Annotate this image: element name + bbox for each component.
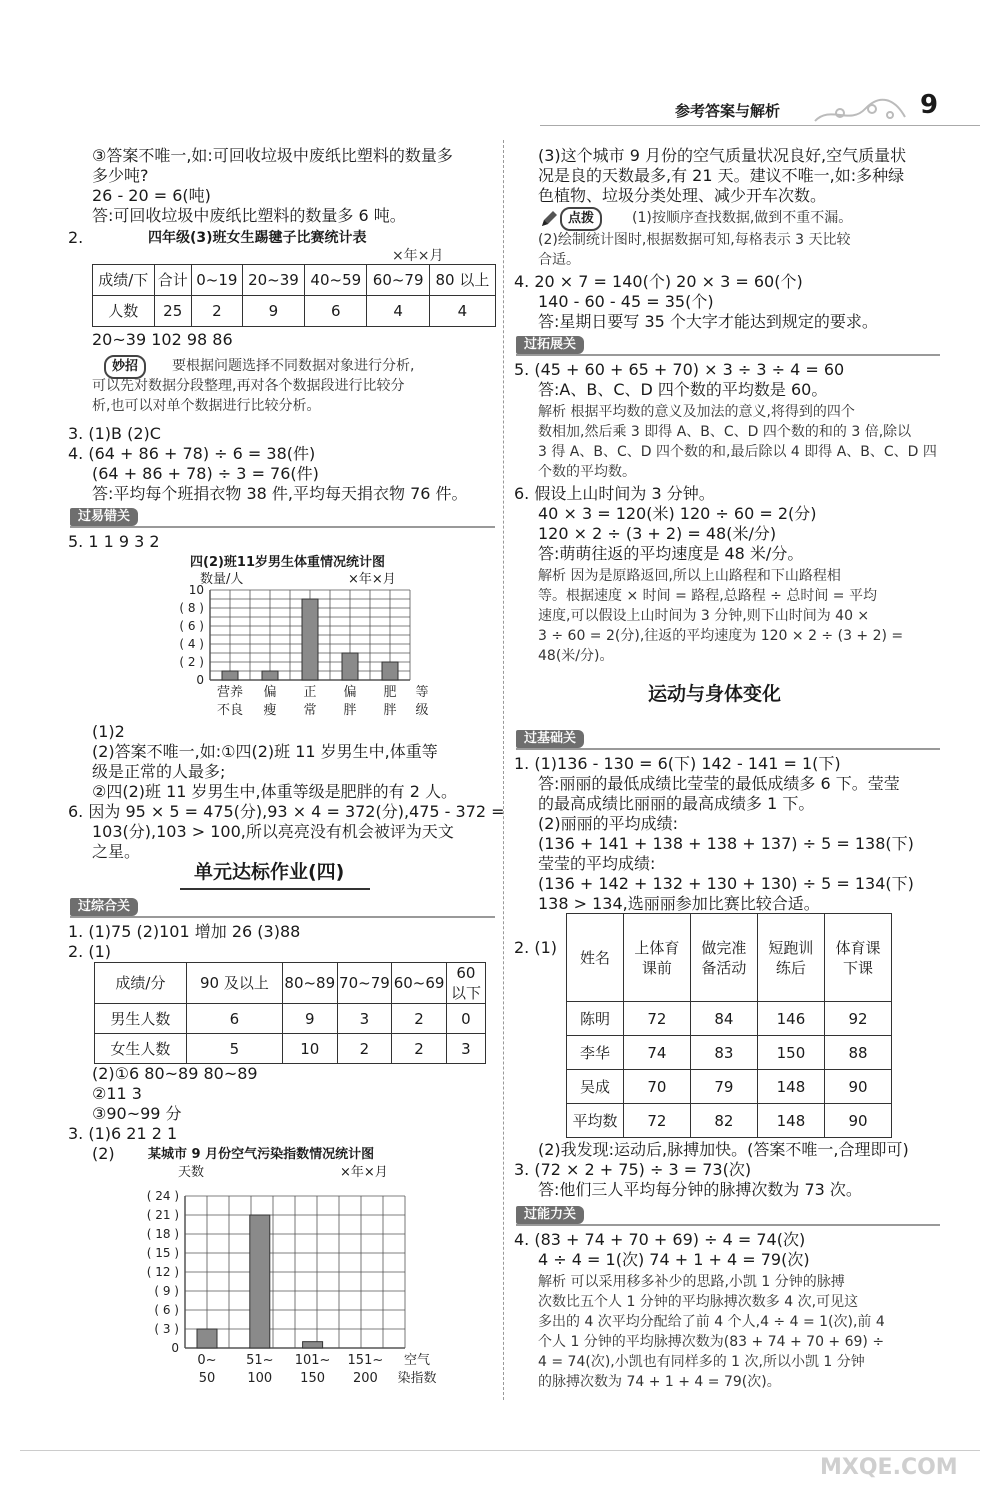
hint-text: (1)按顺序查找数据,做到不重不漏。 bbox=[632, 210, 853, 226]
x-axis-label: 级 bbox=[415, 703, 429, 718]
chart-date: ×年×月 bbox=[340, 1165, 388, 1180]
text-line: (2)①6 80~89 80~89 bbox=[92, 1064, 258, 1083]
analysis-text: 速度,可以假设上山时间为 3 分钟,则下山时间为 40 × bbox=[538, 608, 870, 624]
x-tick-label: 偏 bbox=[263, 685, 277, 700]
analysis-text: 数相加,然后乘 3 即得 A、B、C、D 四个数的和的 3 倍,除以 bbox=[538, 424, 912, 440]
table-cell: 25 bbox=[154, 296, 191, 327]
air-pollution-bar-chart bbox=[130, 1178, 460, 1392]
table-cell: 79 bbox=[690, 1070, 757, 1104]
section-underline bbox=[180, 888, 370, 890]
table-header-cell: 40~59 bbox=[305, 265, 367, 296]
table-cell: 10 bbox=[282, 1034, 337, 1064]
x-tick-label: 正 bbox=[303, 685, 317, 700]
analysis-text: 3 ÷ 60 = 2(分),往返的平均速度为 120 × 2 ÷ (3 + 2) = bbox=[538, 628, 904, 644]
text-line: 103(分),103 > 100,所以亮亮没有机会被评为天文 bbox=[92, 822, 454, 841]
text-line: 答:他们三人平均每分钟的脉搏次数为 73 次。 bbox=[538, 1180, 862, 1199]
text-line: 答:萌萌往返的平均速度是 48 米/分。 bbox=[538, 544, 804, 563]
tip-text: 可以先对数据分段整理,再对各个数据段进行比较分 bbox=[92, 378, 405, 394]
table-cell: 4 bbox=[429, 296, 495, 327]
text-line: (3)这个城市 9 月份的空气质量状况良好,空气质量状 bbox=[538, 146, 907, 165]
table-cell: 2 bbox=[392, 1004, 447, 1034]
chart-bar bbox=[250, 1215, 270, 1348]
y-tick-label: ( 21 ) bbox=[146, 1208, 179, 1222]
chart-bar bbox=[303, 1342, 323, 1348]
chart-bar bbox=[302, 599, 318, 680]
analysis-text: 个人 1 分钟的平均脉搏次数为(83 + 74 + 70 + 69) ÷ bbox=[538, 1334, 885, 1350]
text-line: 3. (1)6 21 2 1 bbox=[68, 1124, 178, 1143]
chart-bar bbox=[342, 653, 358, 680]
analysis-text: 等。根据速度 × 时间 = 路程,总路程 ÷ 总时间 = 平均 bbox=[538, 588, 877, 604]
table-cell: 148 bbox=[757, 1070, 824, 1104]
table-cell: 84 bbox=[690, 1002, 757, 1036]
y-tick-label: 0 bbox=[171, 1341, 179, 1355]
text-line: 1. (1)75 (2)101 增加 26 (3)88 bbox=[68, 922, 301, 941]
x-axis-label: 空气 bbox=[403, 1353, 431, 1368]
table-cell: 3 bbox=[337, 1004, 392, 1034]
y-tick-label: 10 bbox=[188, 583, 204, 597]
text-line: (1)2 bbox=[92, 722, 125, 741]
table-cell: 72 bbox=[623, 1104, 690, 1138]
text-line: 40 × 3 = 120(米) 120 ÷ 60 = 2(分) bbox=[538, 504, 817, 523]
analysis-text: 的脉搏次数为 74 + 1 + 4 = 79(次)。 bbox=[538, 1374, 781, 1390]
table-cell: 5 bbox=[186, 1034, 282, 1064]
chart-bar bbox=[382, 662, 398, 680]
text-line: 之星。 bbox=[92, 842, 141, 861]
decorative-doodle-icon bbox=[810, 95, 910, 132]
table-cell: 男生人数 bbox=[95, 1004, 187, 1034]
table-header-cell: 上体育课前 bbox=[623, 914, 690, 1002]
table-header-cell: 60~69 bbox=[392, 963, 447, 1004]
table-cell: 9 bbox=[282, 1004, 337, 1034]
table-cell: 90 bbox=[824, 1104, 891, 1138]
text-line: 2. (1) bbox=[68, 942, 112, 961]
section-title: 单元达标作业(四) bbox=[194, 861, 345, 883]
y-tick-label: ( 18 ) bbox=[146, 1227, 179, 1241]
table-title: 四年级(3)班女生踢毽子比赛统计表 bbox=[148, 230, 367, 246]
table-header-cell: 做完准备活动 bbox=[690, 914, 757, 1002]
x-axis-label: 等 bbox=[415, 685, 429, 700]
analysis-text: 次数比五个人 1 分钟的平均脉搏次数多 4 次,可见这 bbox=[538, 1294, 859, 1310]
table-header-row bbox=[93, 265, 496, 296]
y-tick-label: ( 4 ) bbox=[179, 637, 204, 651]
table-header-row bbox=[567, 914, 892, 1002]
x-tick-label: 151~ bbox=[347, 1353, 384, 1368]
pulse-table bbox=[566, 913, 892, 1138]
table-header-cell: 合计 bbox=[154, 265, 191, 296]
x-tick-label: 200 bbox=[352, 1371, 378, 1386]
table-row bbox=[95, 1004, 486, 1034]
x-tick-label: 101~ bbox=[294, 1353, 331, 1368]
text-line: 140 - 60 - 45 = 35(个) bbox=[538, 292, 714, 311]
table-cell: 82 bbox=[690, 1104, 757, 1138]
analysis-text: 3 得 A、B、C、D 四个数的和,最后除以 4 即得 A、B、C、D 四 bbox=[538, 444, 937, 460]
text-line: 3. (1)B (2)C bbox=[68, 424, 161, 443]
y-tick-label: ( 6 ) bbox=[179, 619, 204, 633]
table-header-cell: 70~79 bbox=[337, 963, 392, 1004]
section-tag: 过拓展关 bbox=[516, 336, 584, 354]
text-line: (136 + 142 + 132 + 130 + 130) ÷ 5 = 134(下) bbox=[538, 874, 914, 893]
analysis-text: 解析 根据平均数的意义及加法的意义,将得到的四个 bbox=[538, 404, 855, 420]
x-tick-label: 0~ bbox=[197, 1353, 217, 1368]
analysis-text: 多出的 4 次平均分配给了前 4 个人,4 ÷ 4 = 1(次),前 4 bbox=[538, 1314, 885, 1330]
table-date: ×年×月 bbox=[392, 248, 444, 264]
table-cell: 吴成 bbox=[567, 1070, 624, 1104]
text-line: 答:A、B、C、D 四个数的平均数是 60。 bbox=[538, 380, 828, 399]
header-title: 参考答案与解析 bbox=[675, 102, 781, 120]
text-line: ②四(2)班 11 岁男生中,体重等级是肥胖的有 2 人。 bbox=[92, 782, 457, 801]
section-tag: 过能力关 bbox=[516, 1206, 584, 1224]
text-line: 级是正常的人最多; bbox=[92, 762, 226, 781]
table-header-cell: 姓名 bbox=[567, 914, 624, 1002]
x-tick-label: 胖 bbox=[383, 703, 397, 718]
section-tag: 过基础关 bbox=[516, 730, 584, 748]
table-cell: 9 bbox=[242, 296, 304, 327]
text-line: 4 ÷ 4 = 1(次) 74 + 1 + 4 = 79(次) bbox=[538, 1250, 810, 1269]
section-title: 运动与身体变化 bbox=[648, 683, 782, 705]
table-cell: 女生人数 bbox=[95, 1034, 187, 1064]
table-header-cell: 60 以下 bbox=[446, 963, 485, 1004]
text-line: 6. 假设上山时间为 3 分钟。 bbox=[514, 484, 715, 503]
table-header-cell: 80 以上 bbox=[429, 265, 495, 296]
analysis-text: 4 = 74(次),小凯也有同样多的 1 次,所以小凯 1 分钟 bbox=[538, 1354, 865, 1370]
x-axis-label: 染指数 bbox=[397, 1371, 437, 1386]
y-tick-label: 0 bbox=[196, 673, 204, 687]
table-header-cell: 成绩/分 bbox=[95, 963, 187, 1004]
text-line: 4. (64 + 86 + 78) ÷ 6 = 38(件) bbox=[68, 444, 316, 463]
chart-bar bbox=[262, 671, 278, 680]
text-line: 多少吨? bbox=[92, 166, 149, 185]
table-header-cell: 20~39 bbox=[242, 265, 304, 296]
table-cell: 6 bbox=[305, 296, 367, 327]
x-tick-label: 150 bbox=[300, 1371, 326, 1386]
table-row bbox=[567, 1104, 892, 1138]
x-tick-label: 偏 bbox=[343, 685, 357, 700]
y-tick-label: ( 3 ) bbox=[154, 1322, 179, 1336]
table-row bbox=[567, 1070, 892, 1104]
table-cell: 148 bbox=[757, 1104, 824, 1138]
table-row bbox=[567, 1036, 892, 1070]
x-tick-label: 肥 bbox=[383, 685, 397, 700]
text-line: 120 × 2 ÷ (3 + 2) = 48(米/分) bbox=[538, 524, 777, 543]
weight-bar-chart bbox=[160, 580, 460, 720]
chart-y-label: 天数 bbox=[178, 1165, 205, 1180]
y-tick-label: ( 12 ) bbox=[146, 1265, 179, 1279]
hint-text: 合适。 bbox=[538, 252, 580, 268]
chart-bar bbox=[222, 671, 238, 680]
score-table bbox=[94, 962, 486, 1064]
table-cell: 2 bbox=[337, 1034, 392, 1064]
table-cell: 72 bbox=[623, 1002, 690, 1036]
text-line: (2) bbox=[92, 1144, 115, 1163]
text-line: (64 + 86 + 78) ÷ 3 = 76(件) bbox=[92, 464, 319, 483]
text-line: (2)我发现:运动后,脉搏加快。(答案不唯一,合理即可) bbox=[538, 1140, 909, 1159]
table-cell: 人数 bbox=[93, 296, 155, 327]
column-divider bbox=[503, 140, 504, 1400]
text-line: 的最高成绩比丽丽的最高成绩多 1 下。 bbox=[538, 794, 815, 813]
text-line: 6. 因为 95 × 5 = 475(分),93 × 4 = 372(分),475 - 372 = bbox=[68, 802, 505, 821]
analysis-text: 解析 因为是原路返回,所以上山路程和下山路程相 bbox=[538, 568, 841, 584]
table-header-cell: 成绩/下 bbox=[93, 265, 155, 296]
tag-underline bbox=[516, 1224, 940, 1226]
header-divider bbox=[540, 125, 980, 126]
text-line: 20~39 102 98 86 bbox=[92, 330, 233, 349]
analysis-text: 解析 可以采用移多补少的思路,小凯 1 分钟的脉搏 bbox=[538, 1274, 845, 1290]
text-line: (136 + 141 + 138 + 138 + 137) ÷ 5 = 138(下) bbox=[538, 834, 914, 853]
table-header-cell: 短跑训练后 bbox=[757, 914, 824, 1002]
text-line: ③90~99 分 bbox=[92, 1104, 182, 1123]
tag-underline bbox=[70, 526, 495, 528]
question-number: 2. bbox=[68, 228, 84, 247]
x-tick-label: 不良 bbox=[216, 703, 244, 718]
text-line: 色植物、垃圾分类处理、减少开车次数。 bbox=[538, 186, 827, 205]
table-header-cell: 体育课下课 bbox=[824, 914, 891, 1002]
chart-title: 某城市 9 月份空气污染指数情况统计图 bbox=[148, 1147, 375, 1162]
table-cell: 88 bbox=[824, 1036, 891, 1070]
text-line: 2. (1) bbox=[514, 938, 558, 957]
y-tick-label: ( 9 ) bbox=[154, 1284, 179, 1298]
text-line: 况是良的天数最多,有 21 天。建议不唯一,如:多种绿 bbox=[538, 166, 905, 185]
text-line: 答:平均每个班捐衣物 38 件,平均每天捐衣物 76 件。 bbox=[92, 484, 468, 503]
chart-bar bbox=[197, 1329, 217, 1348]
table-header-cell: 80~89 bbox=[282, 963, 337, 1004]
text-line: 26 - 20 = 6(吨) bbox=[92, 186, 211, 205]
tag-underline bbox=[516, 748, 940, 750]
analysis-text: 48(米/分)。 bbox=[538, 648, 614, 664]
table-cell: 92 bbox=[824, 1002, 891, 1036]
table-header-row bbox=[95, 963, 486, 1004]
table-cell: 74 bbox=[623, 1036, 690, 1070]
table-row bbox=[567, 1002, 892, 1036]
page-number: 9 bbox=[920, 90, 939, 120]
text-line: (2)丽丽的平均成绩: bbox=[538, 814, 679, 833]
x-tick-label: 胖 bbox=[343, 703, 357, 718]
text-line: (2)答案不唯一,如:①四(2)班 11 岁男生中,体重等 bbox=[92, 742, 438, 761]
text-line: 1. (1)136 - 130 = 6(下) 142 - 141 = 1(下) bbox=[514, 754, 841, 773]
table-cell: 4 bbox=[367, 296, 429, 327]
section-tag: 过综合关 bbox=[70, 898, 138, 916]
table-cell: 6 bbox=[186, 1004, 282, 1034]
header-bar bbox=[20, 90, 980, 125]
table-row bbox=[93, 296, 496, 327]
tag-underline bbox=[516, 354, 940, 356]
x-tick-label: 51~ bbox=[246, 1353, 274, 1368]
table-header-cell: 60~79 bbox=[367, 265, 429, 296]
text-line: 莹莹的平均成绩: bbox=[538, 854, 656, 873]
x-tick-label: 100 bbox=[247, 1371, 273, 1386]
tip-text: 要根据问题选择不同数据对象进行分析, bbox=[172, 358, 415, 374]
text-line: 4. 20 × 7 = 140(个) 20 × 3 = 60(个) bbox=[514, 272, 803, 291]
table-cell: 70 bbox=[623, 1070, 690, 1104]
x-tick-label: 常 bbox=[303, 703, 317, 718]
text-line: 3. (72 × 2 + 75) ÷ 3 = 73(次) bbox=[514, 1160, 752, 1179]
text-line: 答:可回收垃圾中废纸比塑料的数量多 6 吨。 bbox=[92, 206, 406, 225]
table-header-cell: 90 及以上 bbox=[186, 963, 282, 1004]
table-cell: 平均数 bbox=[567, 1104, 624, 1138]
tag-underline bbox=[70, 916, 495, 918]
text-line: 5. (45 + 60 + 65 + 70) × 3 ÷ 3 ÷ 4 = 60 bbox=[514, 360, 845, 379]
table-cell: 83 bbox=[690, 1036, 757, 1070]
chart-y-label: 数量/人 bbox=[200, 572, 244, 587]
chart-title: 四(2)班11岁男生体重情况统计图 bbox=[190, 555, 386, 570]
text-line: ②11 3 bbox=[92, 1084, 142, 1103]
table-cell: 李华 bbox=[567, 1036, 624, 1070]
text-line: 4. (83 + 74 + 70 + 69) ÷ 4 = 74(次) bbox=[514, 1230, 806, 1249]
table-row bbox=[95, 1034, 486, 1064]
x-tick-label: 50 bbox=[198, 1371, 216, 1386]
tip-text: 析,也可以对单个数据进行比较分析。 bbox=[92, 398, 321, 414]
y-tick-label: ( 8 ) bbox=[179, 601, 204, 615]
table-cell: 150 bbox=[757, 1036, 824, 1070]
section-tag: 过易错关 bbox=[70, 508, 138, 526]
kick-shuttlecock-table bbox=[92, 264, 496, 327]
x-tick-label: 瘦 bbox=[263, 703, 277, 718]
text-line: 5. 1 1 9 3 2 bbox=[68, 532, 160, 551]
table-cell: 146 bbox=[757, 1002, 824, 1036]
tip-badge: 妙招 bbox=[104, 355, 146, 379]
table-cell: 陈明 bbox=[567, 1002, 624, 1036]
table-cell: 3 bbox=[446, 1034, 485, 1064]
footer-line bbox=[20, 1450, 980, 1451]
analysis-text: 个数的平均数。 bbox=[538, 464, 636, 480]
chart-date: ×年×月 bbox=[348, 572, 396, 587]
y-tick-label: ( 24 ) bbox=[146, 1189, 179, 1203]
watermark-text: MXQE.COM bbox=[820, 1455, 958, 1480]
hint-text: (2)绘制统计图时,根据数据可知,每格表示 3 天比较 bbox=[538, 232, 851, 248]
table-header-cell: 0~19 bbox=[191, 265, 242, 296]
text-line: ③答案不唯一,如:可回收垃圾中废纸比塑料的数量多 bbox=[92, 146, 453, 165]
text-line: 138 > 134,选丽丽参加比赛比较合适。 bbox=[538, 894, 820, 913]
y-tick-label: ( 2 ) bbox=[179, 655, 204, 669]
table-cell: 2 bbox=[191, 296, 242, 327]
y-tick-label: ( 15 ) bbox=[146, 1246, 179, 1260]
table-cell: 0 bbox=[446, 1004, 485, 1034]
table-cell: 90 bbox=[824, 1070, 891, 1104]
text-line: 答:丽丽的最低成绩比莹莹的最低成绩多 6 下。莹莹 bbox=[538, 774, 900, 793]
x-tick-label: 营养 bbox=[216, 685, 244, 700]
table-cell: 2 bbox=[392, 1034, 447, 1064]
hint-badge: 点拨 bbox=[560, 207, 602, 231]
text-line: 答:星期日要写 35 个大字才能达到规定的要求。 bbox=[538, 312, 878, 331]
y-tick-label: ( 6 ) bbox=[154, 1303, 179, 1317]
